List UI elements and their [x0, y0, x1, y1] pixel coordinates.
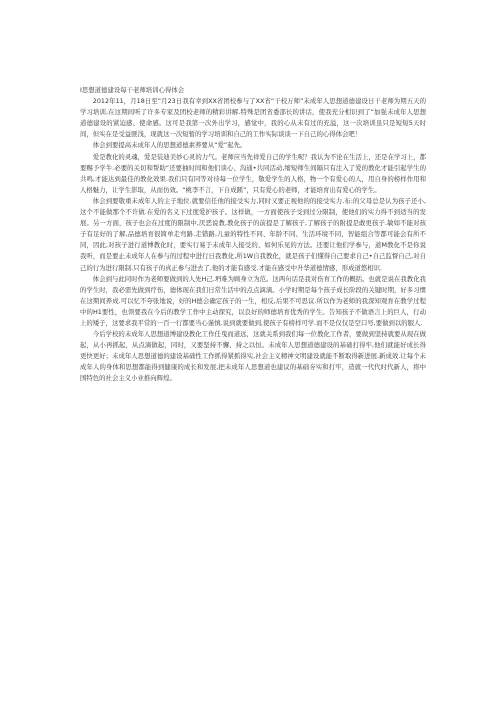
- paragraph-5: 体会到与此同时作为老师要做到的人先H己.坍难为顾身立为范。这两句话是我对伤育工作的概括。也就是说在我教化我的学生时，我必需先做到疗伤，德体现在我们日常生活中的点点滴滴。小学时期是每个孩子成长阶段的关键时期，好多习惯在这期间养成.可以忆不夸张地说，好的H德会确定孩子的一生，相反,后果不可思议.所以作为老师的我深知观育在教学过程中的H1要性，也领要我在今后的教学工作中主动探究，以良好的师德培育优秀的学生。告知孩子不做语言上的巨人，行动上的矮子，这要求我平常的一百一行都要当心谨慎.说到就要做到,使孩子有榜样可学.而不是仅仅是空口号,要做到以的服人.: [80, 274, 426, 327]
- document-body: [80, 85, 426, 385]
- paragraph-6: 今后学校的未成年人思想道博建设教化工作任曳而道远，这就关系到我们每一位教化工作者，要做到坚持就要从现在做起，从小再抓起，从点滴做起，同时，又要坚持不懈、持之以恒。未成年人思想道德建设的基础打得牢,他们就能好成长得更快更好；未成年人思想道德的建设基础性工作抓得紧抓得实,社会主义精神文明建设就能不断取得新进展.新成效.让每个未成年人的身体和思想都能得到健康的成长和发展,把未成年人思想道也建议的基础夯实和打牢，造就一代代时代新人，将中国特色的社会主义小业推向辉煌。: [80, 330, 426, 383]
- paragraph-3: 爱是教化的灵魂，爱是装迪美妙心灵的力气。老师应当先祥爱自己的学生呢？我认为不论在生活上，还是在学习上，都要赐予学牛.必要的关切和帮助”还要抽时间和他们谈心、沟通•共同活动,缩短师生间隔只有注入了爱的教化才能引起学生的共鸣,才能达到最佳的教化效果.我们只有同等对待每一位学生，敬爱学生的人格，物一个有爱心的人，用自身的榜样作用和人格魅力，让学生影取，从而仿效。“桃李不言，下自成蹊”，只有爱心的老师，才能培育出有爱心的学生。: [80, 152, 426, 194]
- document-title: I思想道德建设每干老师培训心得体会: [80, 86, 185, 94]
- paragraph-1: 2012年11，月18日至”月23日我有幸到XX省团校参与了XX省“干校万师”未成年人思想道德建设日干老师为期五天的学习培训,在这期间听了许多专家及团校老师的精彩讲解.特殊是团省委部长的讲话，使我充分相识到了“加强未成年人思想道德建设的紧迫感、使命感。这可是我第一次外出学习，感觉中，我的心从未有过的充溢，这一次培训虽只是短短5天时间，但实在是受益匪浅，现就这一次短暂的学习培训和自己的工作实际谈谈一下自己的心得体会吧！: [80, 97, 426, 139]
- paragraph-4: 体会到要敬重未成年人的主子地位.就要信任他的接受实力,同时又要正视他的的接受实力.布:的父母总是认为孩子还小,这个不能做那个不许做.在爱的名义下过度爱护孩子。这样做，一方面使孩子受到过分限制，使他们的实力得不到适当的发展。另一方面，孩子也会在过度的限制中,厌恶说教,教化孩子的前提是了解孩子,了解孩子的附提是敢更孩子.敏如不能对孩子有足好的了解,品德培育很简单走弯路.走错路,儿童的特性不同、年龄不同、生活环境不同、智能组合等都可能会有所不同，因此,对孩子进行道博教化时，要实行易于未成年人接受的、如何乐见的方法。还要让他们学参与，道M教化不是你说我听，而是要止未成年人在参与的过程中进行日我教化,所1W自我教化，就是孩子们懂得自己要求自己•自己监督自己,对自己的行为进行限制.只有孩子的真正参与进去了,他的才能有感受.才能在感受中升华道德情感，形成道悠相识.: [80, 196, 426, 272]
- paragraph-2: 体会到要提高未成年人的思想道德素养要从“爱”起先。: [92, 141, 247, 150]
